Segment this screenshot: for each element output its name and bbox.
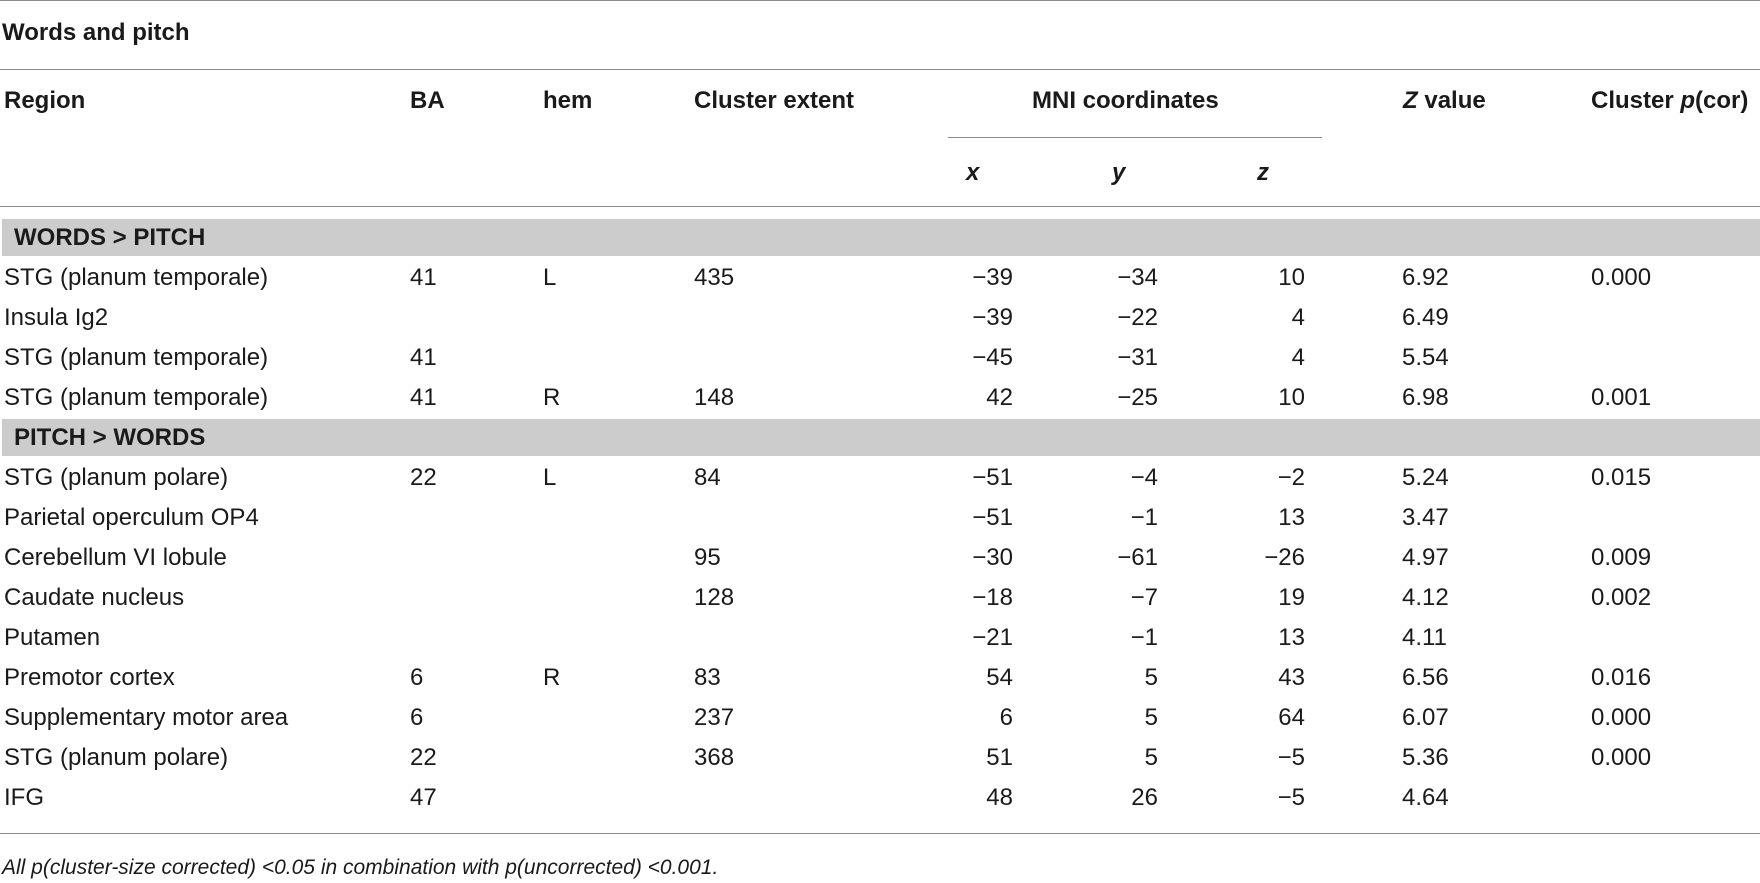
cell-y: −7: [1130, 584, 1158, 611]
cell-z: 10: [1278, 384, 1305, 411]
cell-ba: 22: [410, 744, 437, 771]
cell-region: IFG: [4, 784, 44, 811]
cell-z-value: 5.36: [1402, 744, 1449, 771]
header-cluster-p-sym: p: [1680, 87, 1696, 114]
cell-z: −5: [1277, 784, 1305, 811]
cell-hem: L: [543, 264, 557, 291]
cell-z: 64: [1278, 704, 1305, 731]
header-cluster-p-pre: Cluster: [1591, 87, 1681, 114]
cell-p: 0.000: [1591, 264, 1652, 291]
table-row: [0, 498, 1760, 538]
cell-region: Parietal operculum OP4: [4, 504, 259, 531]
cell-extent: 368: [694, 744, 735, 771]
table-row: [0, 698, 1760, 738]
header-cluster-extent: Cluster extent: [694, 87, 855, 114]
table-row: [0, 338, 1760, 378]
cell-x: −39: [972, 264, 1013, 291]
cell-z-value: 4.11: [1402, 624, 1447, 651]
cell-extent: 84: [694, 464, 721, 491]
header-z-symbol: Z: [1403, 87, 1418, 114]
cell-y: −31: [1117, 344, 1158, 371]
cell-z-value: 5.24: [1402, 464, 1449, 491]
cell-x: −18: [972, 584, 1013, 611]
cell-y: −34: [1117, 264, 1158, 291]
cell-x: −39: [972, 304, 1013, 331]
table-row: [0, 618, 1760, 658]
header-mni-coordinates: MNI coordinates: [1032, 87, 1219, 114]
cell-extent: 83: [694, 664, 721, 691]
mni-spanner-rule: [948, 137, 1322, 138]
cell-ba: 41: [410, 384, 437, 411]
header-z-rest: value: [1417, 87, 1486, 114]
cell-x: 54: [986, 664, 1013, 691]
cell-z-value: 4.97: [1402, 544, 1449, 571]
cell-extent: 148: [694, 384, 735, 411]
caption-rule: [0, 69, 1760, 70]
cell-region: Premotor cortex: [4, 664, 175, 691]
section-band-words-pitch: [2, 219, 1760, 256]
cell-y: −22: [1117, 304, 1158, 331]
cell-z-value: 3.47: [1402, 504, 1449, 531]
cell-region: STG (planum polare): [4, 464, 229, 491]
cell-z-value: 4.12: [1402, 584, 1449, 611]
header-cluster-p: [1591, 84, 1748, 118]
top-rule: [0, 0, 1760, 1]
cell-extent: 237: [694, 704, 735, 731]
cell-p: 0.000: [1591, 744, 1652, 771]
cell-x: −45: [972, 344, 1013, 371]
cell-region: STG (planum temporale): [4, 384, 269, 411]
table-row: [0, 378, 1760, 418]
cell-region: Putamen: [4, 624, 101, 651]
bottom-rule: [0, 833, 1760, 834]
cell-region: STG (planum polare): [4, 744, 229, 771]
cell-z-value: 6.49: [1402, 304, 1449, 331]
cell-extent: 95: [694, 544, 721, 571]
table-row: [0, 458, 1760, 498]
cell-extent: 435: [694, 264, 735, 291]
section-band-pitch-words: [2, 419, 1760, 456]
cell-z: −26: [1264, 544, 1305, 571]
cell-x: −30: [972, 544, 1013, 571]
cell-z: 4: [1291, 344, 1305, 371]
cell-p: 0.002: [1591, 584, 1652, 611]
cell-z-value: 6.92: [1402, 264, 1449, 291]
cell-ba: 41: [410, 264, 437, 291]
header-cluster-p-post: (cor): [1695, 87, 1749, 114]
table-row: [0, 738, 1760, 778]
table-row: [0, 778, 1760, 818]
cell-region: STG (planum temporale): [4, 264, 269, 291]
cell-x: −51: [972, 464, 1013, 491]
cell-hem: L: [543, 464, 557, 491]
cell-x: 51: [986, 744, 1013, 771]
header-hem: hem: [543, 87, 593, 114]
cell-p: 0.000: [1591, 704, 1652, 731]
cell-p: 0.016: [1591, 664, 1652, 691]
cell-z: 4: [1291, 304, 1305, 331]
cell-region: Cerebellum VI lobule: [4, 544, 227, 571]
cell-region: Insula Ig2: [4, 304, 109, 331]
cell-y: 5: [1144, 744, 1158, 771]
cell-z: 13: [1278, 504, 1305, 531]
cell-region: Caudate nucleus: [4, 584, 185, 611]
cell-z-value: 5.54: [1402, 344, 1449, 371]
cell-x: −21: [972, 624, 1013, 651]
cell-y: −1: [1130, 504, 1158, 531]
cell-y: −4: [1130, 464, 1158, 491]
cell-z: −5: [1277, 744, 1305, 771]
cell-x: 48: [986, 784, 1013, 811]
section-label: WORDS > PITCH: [14, 224, 206, 251]
cell-z: 19: [1278, 584, 1305, 611]
cell-z-value: 6.56: [1402, 664, 1449, 691]
cell-z: −2: [1277, 464, 1305, 491]
cell-z: 13: [1278, 624, 1305, 651]
cell-z-value: 4.64: [1402, 784, 1449, 811]
cell-z: 43: [1278, 664, 1305, 691]
cell-y: 5: [1144, 664, 1158, 691]
cell-ba: 6: [410, 704, 424, 731]
cell-hem: R: [543, 664, 561, 691]
cell-z: 10: [1278, 264, 1305, 291]
header-rule: [0, 206, 1760, 207]
cell-y: 5: [1144, 704, 1158, 731]
section-label: PITCH > WORDS: [14, 424, 206, 451]
cell-p: 0.015: [1591, 464, 1652, 491]
cell-ba: 41: [410, 344, 437, 371]
cell-x: −51: [972, 504, 1013, 531]
cell-ba: 22: [410, 464, 437, 491]
cell-extent: 128: [694, 584, 735, 611]
cell-y: −25: [1117, 384, 1158, 411]
table-row: [0, 258, 1760, 298]
header-region: Region: [4, 87, 86, 114]
table-caption: Words and pitch: [2, 19, 190, 46]
cell-hem: R: [543, 384, 561, 411]
table-row: [0, 298, 1760, 338]
cell-z-value: 6.98: [1402, 384, 1449, 411]
cell-ba: 6: [410, 664, 424, 691]
header-z-value: [1403, 84, 1486, 118]
table-row: [0, 658, 1760, 698]
table-footnote: All p(cluster-size corrected) <0.05 in combination with p(uncorrected) <0.001.: [2, 856, 719, 879]
cell-x: 42: [986, 384, 1013, 411]
cell-ba: 47: [410, 784, 437, 811]
cell-z-value: 6.07: [1402, 704, 1449, 731]
cell-p: 0.009: [1591, 544, 1652, 571]
cell-y: −61: [1117, 544, 1158, 571]
table-row: [0, 578, 1760, 618]
cell-x: 6: [999, 704, 1013, 731]
cell-p: 0.001: [1591, 384, 1652, 411]
cell-y: −1: [1130, 624, 1158, 651]
cell-region: STG (planum temporale): [4, 344, 269, 371]
cell-y: 26: [1131, 784, 1158, 811]
header-z: z: [1257, 159, 1269, 186]
cell-region: Supplementary motor area: [4, 704, 289, 731]
table-row: [0, 538, 1760, 578]
header-ba: BA: [410, 87, 445, 114]
header-x: x: [966, 159, 980, 186]
header-y: y: [1112, 159, 1126, 186]
